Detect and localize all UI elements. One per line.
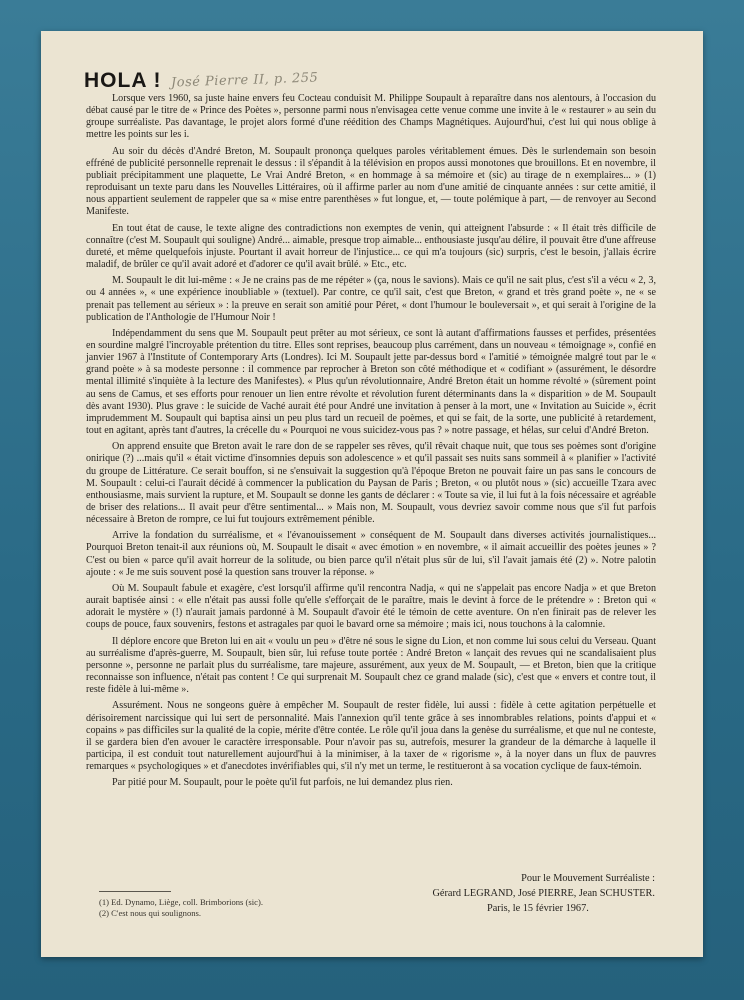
document-date: Paris, le 15 février 1967. xyxy=(487,903,589,914)
signature-line-1: Pour le Mouvement Surréaliste : xyxy=(521,873,655,884)
footnote: (2) C'est nous qui soulignons. xyxy=(99,907,202,918)
paragraph: Arrive la fondation du surréalisme, et « l'évanouissement » conséquent de M. Soupault dans diverses activités journalistiques... Pourquoi Breton tenait-il aux réunions où, M. Soupault le disait « avec émotion » en novembre, « il aimait accueillir des poètes jeunes » ? C'est ou bien « parce qu'il avait horreur de la solitude, ou bien parce qu'il n'était plus sûr de lui, s'il l'avait jamais été (2) ». Notre palotin ajoute : « Je me suis souvent posé la question sans trouver la réponse. » xyxy=(86,530,656,578)
footnotes xyxy=(99,897,263,918)
paragraph: Lorsque vers 1960, sa juste haine envers feu Cocteau conduisit M. Philippe Soupault à reparaître dans nos alentours, à l'occasion du débat causé par le titre de « Prince des Poètes », personne parmi nous n'envisagea cette venue comme une invite à le « restaurer » au sein du groupe surréaliste. Pas davantage, le projet alors formé d'une réédition des Champs Magnétiques. Aujourd'hui, c'est lui qui nous oblige à mettre les points sur les i. xyxy=(86,93,656,141)
document-sheet xyxy=(41,31,703,957)
signature-names: Gérard LEGRAND, José PIERRE, Jean SCHUSTER. xyxy=(432,888,655,900)
paragraph: En tout état de cause, le texte aligne des contradictions non exemptes de venin, qui atteignent l'absurde : « Il était très difficile de connaître (c'est M. Soupault qui souligne) André... aimable, presque trop aimable... enthousiaste jusqu'au délire, il pouvait être d'une affreuse dureté, et même quelquefois injuste. Pourtant il avait horreur de l'injustice... ce qui m'a toujours (sic) surpris, c'est le besoin, j'allais écrire maladif, de brûler ce qu'il avait adoré et d'adorer ce qu'il avait brûlé. » Etc., etc. xyxy=(86,222,656,271)
document-title: HOLA ! xyxy=(84,69,162,92)
paragraph: Assurément. Nous ne songeons guère à empêcher M. Soupault de rester fidèle, lui aussi : fidèle à cette agitation perpétuelle et dérisoirement narcissique qui lui sert de personnalité. Mais l'annexion qu'il tente grâce à ses innombrables relations, points d'appui et « copains » pas difficiles sur la qualité de la copie, mérite d'être contée. Le rôle qu'il joua dans la genèse du surréalisme, et que nul ne conteste, il se gardera bien d'en avouer le caractère irresponsable. Pour n'avoir pas su, autrefois, mesurer la grandeur de la démarche à laquelle il participa, il est conduit tout naturellement aujourd'hui à la minimiser, à la taxer de « rigorisme », à la noyer dans un flux de pauvres remarques « psychologiques » et d'anecdotes invérifiables qui, s'il n'y met un terme, le restitueront à sa vocation cyclique de faux-témoin. xyxy=(86,700,656,773)
signature-block xyxy=(432,871,655,902)
pencil-annotation: José Pierre II, p. 255 xyxy=(170,70,319,91)
footnote: (1) Ed. Dynamo, Liège, coll. Brimborions (sic). xyxy=(99,897,263,907)
paragraph: M. Soupault le dit lui-même : « Je ne crains pas de me répéter » (ça, nous le savions). Mais ce qu'il ne sait plus, c'est s'il a vécu « 2, 3, ou 4 années », « une expérience inoubliable » (textuel). Par contre, ce qu'il sait, c'est que Breton, « grand et très grand poète », ne « se prenait pas tellement au sérieux » : la preuve en serait son amitié pour Péret, « dont l'humour le bouleversait », et qui serait à l'origine de la publication de l'Anthologie de l'Humour Noir ! xyxy=(86,275,656,323)
paragraph: Indépendamment du sens que M. Soupault peut prêter au mot sérieux, ce sont là autant d'affirmations fausses et perfides, présentées en sourdine malgré l'incroyable prétention du titre. Elles sont reprises, beaucoup plus carrément, dans un nouveau « témoignage », confié en janvier 1967 à l'Institute of Contemporary Arts (Londres). Ici M. Soupault jette par-dessus bord « l'amitié » témoignée malgré tout par le « grand poète » à sa modeste personne : il commence par reprocher à Breton son côté méthodique et « codifiant » (assurément, le désordre mental illimité s'inquiète à la lecture des Manifestes). « Plus qu'un révolutionnaire, André Breton était un homme révolté » (sûrement point au sens de Camus, et ses efforts pour renouer un lien entre révolte et révolution furent déterminants dans la « disparition » de M. Soupault dès avant 1930). Plus grave : le suicide de Vaché aurait été pour André une invitation à penser à la mort, une « Invitation au Suicide », écrit imprudemment M. Soupault qui baptisa ainsi un peu plus tard un recueil de poèmes, et qui se fait, de la sorte, une publicité à retardement, tout en agitant, après tant d'autres, la crécelle du « Pourquoi ne vous suicidez-vous pas ? » notre passage, et hélas, sur celui d'André Breton. xyxy=(86,327,656,437)
paragraph: Au soir du décès d'André Breton, M. Soupault prononça quelques paroles véritablement émues. Dès le surlendemain son besoin effréné de publicité personnelle reprenait le dessus : il s'épandit à la télévision en propos aussi monotones que brouillons. Et en novembre, il publiait précipitamment une plaquette, Le Vrai André Breton, « en hommage à sa mémoire et (sic) au tirage de n exemplaires... » (1) reproduisant un texte paru dans les Nouvelles Littéraires, où il affirme parler au nom d'une amitié de cinquante années : sur cette amitié, il nous appartient seulement de rappeler que sa « mise entre parenthèses » fut longue, et, — toute polémique à part, — de renvoyer au Second Manifeste. xyxy=(86,145,656,218)
paragraph: Il déplore encore que Breton lui en ait « voulu un peu » d'être né sous le signe du Lion, et non comme lui sous celui du Verseau. Quant au surréalisme d'après-guerre, M. Soupault, bien sûr, lui refuse toute portée : André Breton « lançait des revues qui ne scandalisaient plus personne », personne ne parlait plus du surréalisme, tare majeure, assurément, aux yeux de M. Soupault, — et Breton, bien que la critique reconnaisse son influence, n'était pas content ! Ce qui surprenait M. Soupault chez ce grand malade (sic), c'est que « envers et contre tout, il reste fidèle à lui-même ». xyxy=(86,635,656,696)
paragraph: Où M. Soupault fabule et exagère, c'est lorsqu'il affirme qu'il rencontra Nadja, « qui ne s'appelait pas encore Nadja » et que Breton aurait baptisée ainsi : « elle n'était pas aussi folle qu'elle s'efforçait de le paraître, mais le devint à force de le prétendre » : Breton qui « adorait le mystère » (!) n'aurait jamais pardonné à M. Soupault d'avoir été le témoin de cette aventure. On n'en finirait pas de relever les coups de pouce, faux souvenirs, festons et astragales par quoi le bavard orne sa mémoire ; mais ici, nous touchons à la calomnie. xyxy=(86,582,656,631)
paragraph: On apprend ensuite que Breton avait le rare don de se rappeler ses rêves, qu'il rêvait chaque nuit, que tous ses poèmes sont d'origine onirique (?) ...mais qu'il « était victime d'insomnies depuis son adolescence » et qu'il passait ses nuits sans sommeil à « planifier » l'activité du groupe de Littérature. Ce serait bouffon, si ne s'ensuivait la suggestion qu'à l'époque Breton ne pouvait faire un pas sans le concours de M. Soupault : celui-ci l'aurait décidé à commencer la publication du Paysan de Paris ; Breton, « ou plutôt nous » (sic) accueille Tzara avec enthousiasme, mais survient la rupture, et M. Soupault se donne les gants de déclarer : « Toute sa vie, il lui fut à la fois nécessaire et agréable de briser des relations... Il avait peur d'être sentimental... » Mais non, M. Soupault, vous devriez savoir comme nous que s'il fut parfois nécessaire à Breton de rompre, ce lui fut toujours extrêmement pénible. xyxy=(86,441,656,526)
footnote-divider xyxy=(99,891,171,892)
paragraph: Par pitié pour M. Soupault, pour le poète qu'il fut parfois, ne lui demandez plus rien. xyxy=(112,777,453,789)
document-body xyxy=(86,93,656,793)
